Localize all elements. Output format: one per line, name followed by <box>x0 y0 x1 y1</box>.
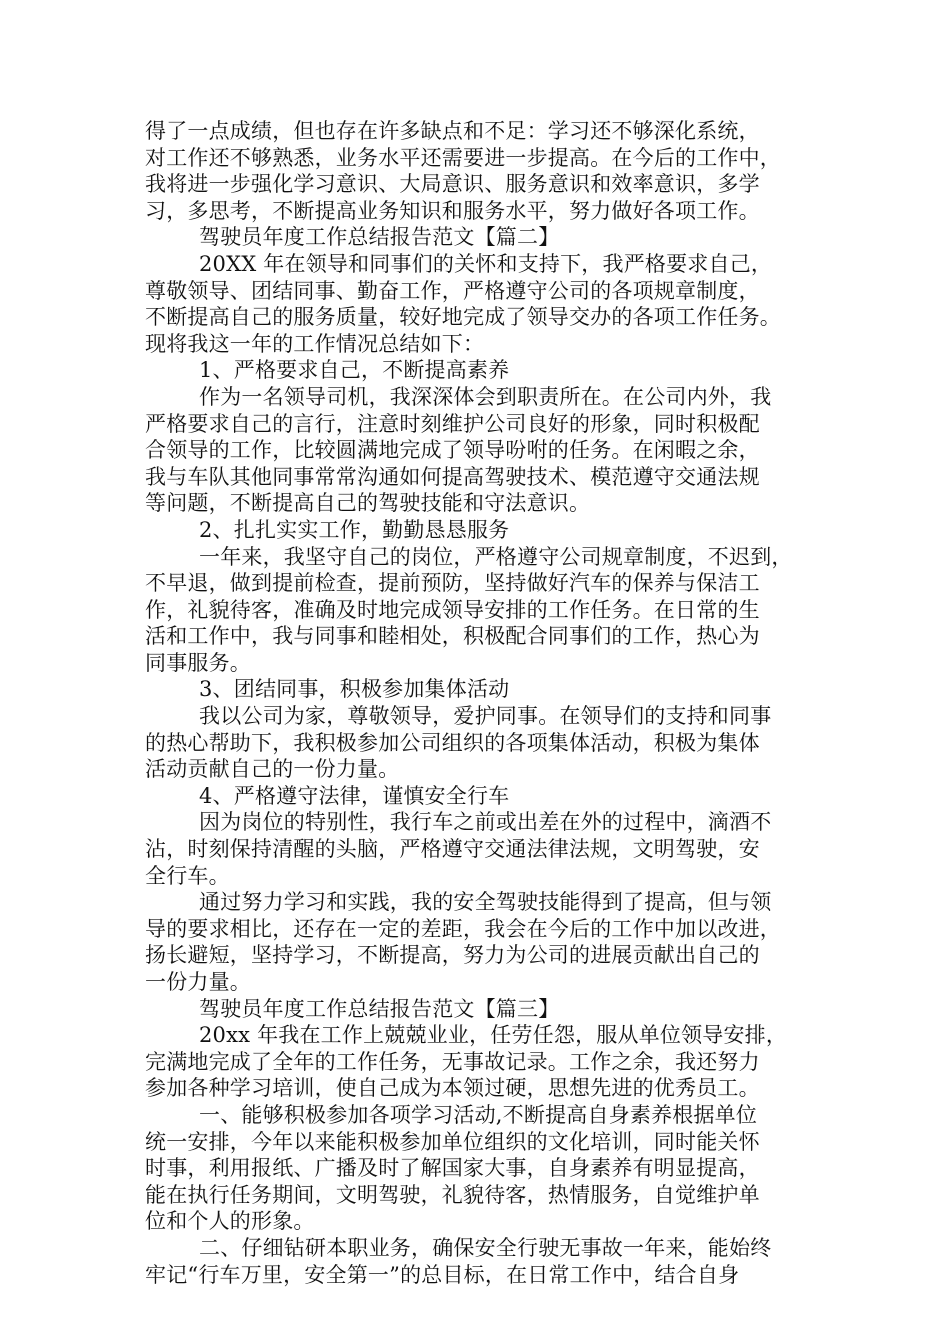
text-line: 得了一点成绩，但也存在许多缺点和不足：学习还不够深化系统， <box>145 119 760 143</box>
text-line: 统一安排，今年以来能积极参加单位组织的文化培训，同时能关怀 <box>145 1129 760 1154</box>
document-page <box>145 118 825 1288</box>
text-line: 牢记“行车万里，安全第一”的总目标，在日常工作中，结合自身 <box>145 1262 740 1287</box>
text-line: 一年来，我坚守自己的岗位，严格遵守公司规章制度，不迟到， <box>199 544 793 569</box>
text-line: 我将进一步强化学习意识、大局意识、服务意识和效率意识，多学 <box>145 172 760 197</box>
text-line: 作，礼貌待客，准确及时地完成领导安排的工作任务。在日常的生 <box>145 597 760 622</box>
text-line: 的热心帮助下，我积极参加公司组织的各项集体活动，积极为集体 <box>145 730 760 755</box>
text-line: 合领导的工作，比较圆满地完成了领导吩咐的任务。在闲暇之余， <box>145 438 760 463</box>
text-line: 导的要求相比，还存在一定的差距，我会在今后的工作中加以改进， <box>145 916 781 941</box>
text-line: 完满地完成了全年的工作任务，无事故记录。工作之余，我还努力 <box>145 1049 760 1074</box>
text-line: 因为岗位的特别性，我行车之前或出差在外的过程中，滴酒不 <box>199 810 772 835</box>
text-line: 位和个人的形象。 <box>145 1209 315 1234</box>
text-line: 驾驶员年度工作总结报告范文【篇二】 <box>199 225 560 250</box>
text-line: 能在执行任务期间，文明驾驶，礼貌待客，热情服务，自觉维护单 <box>145 1182 760 1207</box>
text-line: 不断提高自己的服务质量，较好地完成了领导交办的各项工作任务。 <box>145 305 781 330</box>
text-line: 作为一名领导司机，我深深体会到职责所在。在公司内外，我 <box>199 384 772 409</box>
text-line: 严格要求自己的言行，注意时刻维护公司良好的形象，同时积极配 <box>145 411 760 436</box>
text-line: 2、扎扎实实工作，勤勤恳恳服务 <box>199 517 510 542</box>
text-line: 我以公司为家，尊敬领导，爱护同事。在领导们的支持和同事 <box>199 704 772 729</box>
text-line: 参加各种学习培训，使自己成为本领过硬，思想先进的优秀员工。 <box>145 1076 760 1101</box>
text-line: 我与车队其他同事常常沟通如何提高驾驶技术、模范遵守交通法规 <box>145 464 760 489</box>
text-line: 一、能够积极参加各项学习活动,不断提高自身素养根据单位 <box>199 1102 758 1127</box>
text-line: 扬长避短，坚持学习，不断提高，努力为公司的进展贡献出自己的 <box>145 943 760 968</box>
text-line: 时事，利用报纸、广播及时了解国家大事，自身素养有明显提高， <box>145 1156 760 1181</box>
text-line: 一份力量。 <box>145 970 251 994</box>
text-line: 1、严格要求自己，不断提高素养 <box>199 358 510 383</box>
text-line: 驾驶员年度工作总结报告范文【篇三】 <box>199 996 560 1021</box>
text-line: 等问题，不断提高自己的驾驶技能和守法意识。 <box>145 491 591 516</box>
text-line: 二、仔细钻研本职业务，确保安全行驶无事故一年来，能始终 <box>199 1235 772 1260</box>
text-line: 不早退，做到提前检查，提前预防，坚持做好汽车的保养与保洁工 <box>145 571 760 596</box>
text-line: 20xx 年我在工作上兢兢业业，任劳任怨，服从单位领导安排， <box>199 1023 788 1048</box>
text-line: 全行车。 <box>145 863 230 888</box>
text-line: 活动贡献自己的一份力量。 <box>145 757 400 782</box>
text-line: 活和工作中，我与同事和睦相处，积极配合同事们的工作，热心为 <box>145 624 760 649</box>
text-line: 尊敬领导、团结同事、勤奋工作，严格遵守公司的各项规章制度， <box>145 278 760 303</box>
text-line: 沾，时刻保持清醒的头脑，严格遵守交通法律法规，文明驾驶，安 <box>145 837 760 862</box>
text-line: 20XX 年在领导和同事们的关怀和支持下，我严格要求自己， <box>199 251 773 276</box>
text-line: 通过努力学习和实践，我的安全驾驶技能得到了提高，但与领 <box>199 890 772 915</box>
text-line: 对工作还不够熟悉，业务水平还需要进一步提高。在今后的工作中， <box>145 145 781 170</box>
text-line: 习，多思考，不断提高业务知识和服务水平，努力做好各项工作。 <box>145 198 760 223</box>
text-line: 现将我这一年的工作情况总结如下： <box>145 331 485 356</box>
text-line: 4、严格遵守法律，谨慎安全行车 <box>199 783 510 808</box>
text-line: 3、团结同事，积极参加集体活动 <box>199 677 510 702</box>
text-line: 同事服务。 <box>145 650 251 675</box>
